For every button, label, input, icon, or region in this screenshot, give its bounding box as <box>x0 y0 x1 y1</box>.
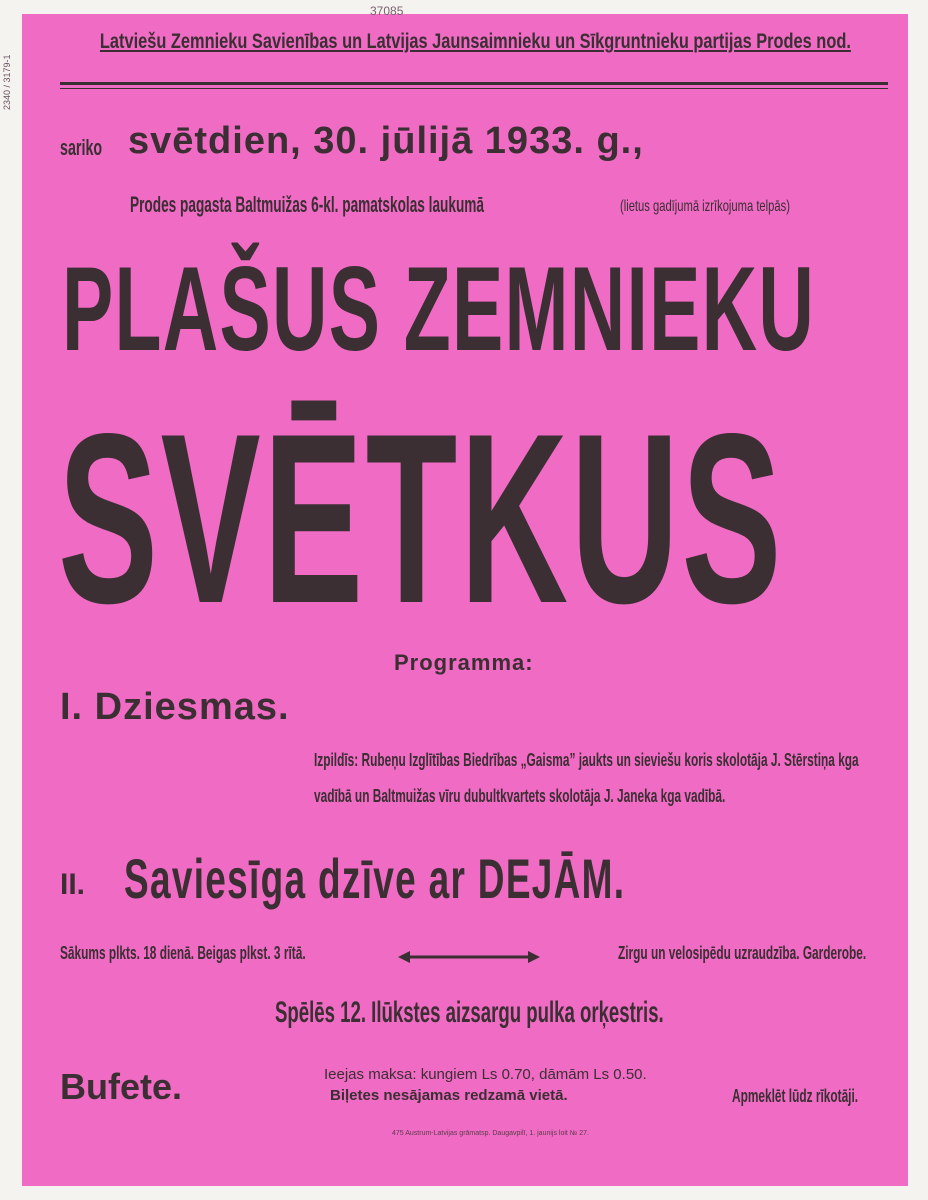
header-rule-thick <box>60 82 888 85</box>
visit-note: Apmeklēt lūdz rīkotāji. <box>732 1086 859 1106</box>
tickets-note: Biļetes nesājamas redzamā vietā. <box>330 1087 568 1104</box>
title-line-2: SVĒTKUS <box>58 384 785 654</box>
entry-fee: Ieejas maksa: kungiem Ls 0.70, dāmām Ls 0.50. <box>324 1066 647 1083</box>
performers-line-2: vadībā un Baltmuižas vīru dubultkvartets skolotāja J. Janeka kga vadībā. <box>314 786 726 806</box>
organizer-header: Latviešu Zemnieku Savienības un Latvijas Jaunsaimnieku un Sīkgruntnieku partijas Prodes nod. <box>99 30 851 53</box>
orchestra-note: Spēlēs 12. Ilūkstes aizsargu pulka orķestris. <box>275 996 664 1029</box>
start-end-times: Sākums plkts. 18 dienā. Beigas plkst. 3 rītā. <box>60 943 306 963</box>
title-line-1: PLAŠUS ZEMNIEKU <box>62 242 816 376</box>
rain-note: (lietus gadījumā izrīkojuma telpās) <box>620 198 790 215</box>
event-place: Prodes pagasta Baltmuižas 6-kl. pamatskolas laukumā <box>130 192 485 217</box>
archive-number: 37085 <box>370 4 404 18</box>
header-rule-thin <box>60 88 888 89</box>
program-item-2: Saviesīga dzīve ar DEJĀM. <box>124 847 626 910</box>
double-arrow-icon <box>398 949 540 965</box>
printer-imprint: 475 Austrum-Latvijas grāmatsp. Daugavpilī, 1. jaunijs loit № 27. <box>392 1130 589 1137</box>
program-item-1: I. Dziesmas. <box>60 686 290 728</box>
event-date: svētdien, 30. jūlijā 1933. g., <box>128 120 644 162</box>
program-item-2-number: II. <box>60 868 86 901</box>
archive-margin-notes: 2340 / 3179-1 <box>2 54 12 110</box>
organizes-word: sariko <box>60 135 103 160</box>
services-note: Zirgu un velosipēdu uzraudzība. Garderobe. <box>618 943 867 963</box>
buffet-label: Bufete. <box>60 1066 183 1107</box>
program-label: Programma: <box>394 650 534 675</box>
performers-line-1: Izpildīs: Rubeņu Izglītības Biedrības „Gaisma” jaukts un sieviešu koris skolotāja J. Stērstiņa kga <box>314 750 859 770</box>
